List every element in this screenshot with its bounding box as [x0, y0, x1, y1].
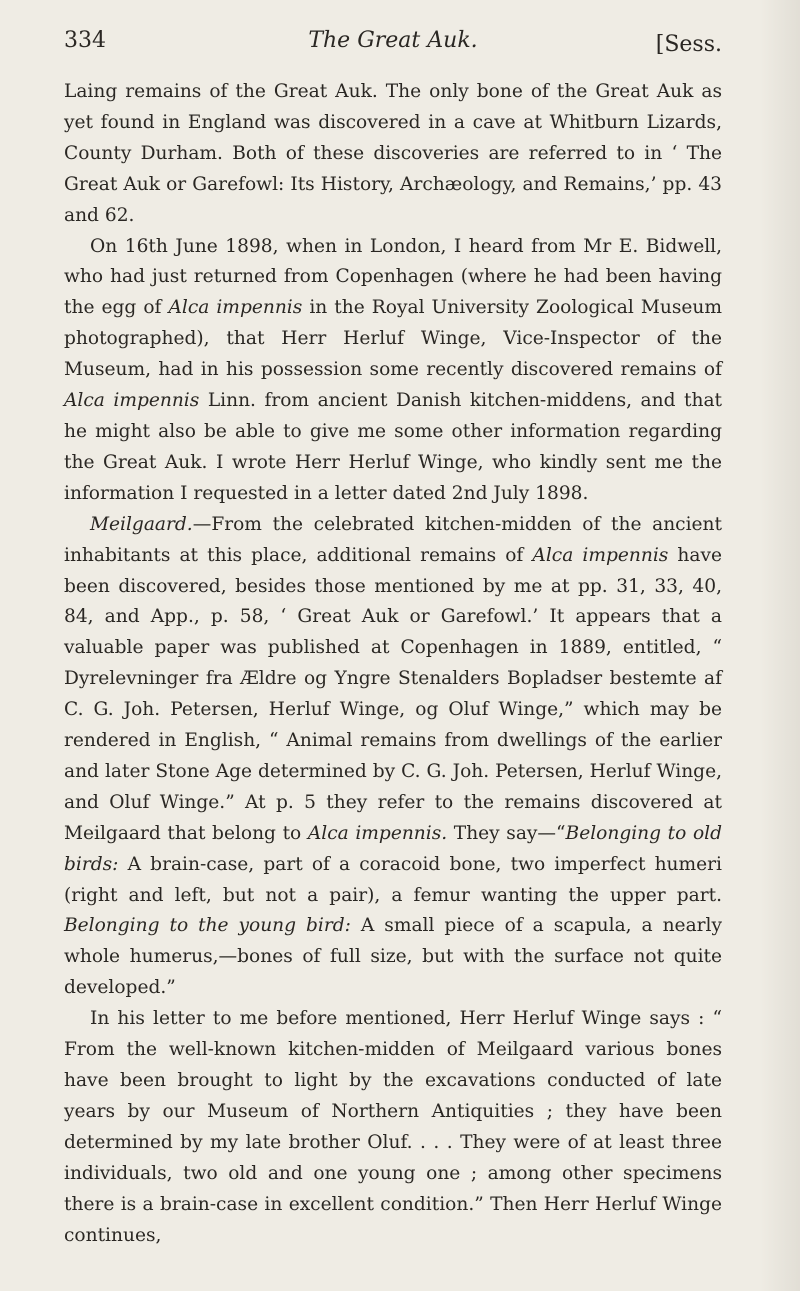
text-segment: A brain-case, part of a coracoid bone, two imperfect humeri (right and left, but not a pair), a femur wanting the upper part.	[64, 853, 722, 906]
italic-text-segment: Alca impennis	[64, 390, 200, 412]
text-segment: On 16th June 1898, when in London, I heard from Mr E. Bidwell, who had just returned from Copenhagen (where he had been having the egg of	[64, 235, 722, 319]
italic-text-segment: Meilgaard.	[90, 513, 193, 535]
text-segment: Linn. from ancient Danish kitchen-middens, and that he might also be able to give me some other information regarding the Great Auk. I wrote Herr Herluf Winge, who kindly sent me the information I requested in a letter dated 2nd July 1898.	[64, 390, 723, 504]
italic-text-segment: Alca impennis.	[307, 822, 448, 844]
paragraph-3	[64, 510, 722, 1005]
page-number: 334	[64, 28, 106, 53]
text-segment: have been discovered, besides those mentioned by me at pp. 31, 33, 40, 84, and App., p. 58, ‘ Great Auk or Garefowl.’ It appears that a valuable paper was published at Copenhagen in 1889, entitled, “ Dyrelevninger fra Ældre og Yngre Stenalders Bopladser bestemte af C. G. Joh. Petersen, Herluf Winge, og Oluf Winge,” which may be rendered in English, “ Animal remains from dwellings of the earlier and later Stone Age determined by C. G. Joh. Petersen, Herluf Winge, and Oluf Winge.” At p. 5 they refer to the remains discovered at Meilgaard that belong to	[64, 544, 722, 844]
text-segment: A small piece of a scapula, a nearly whole humerus,—bones of full size, but with the surface not quite developed.”	[64, 915, 722, 999]
italic-text-segment: Belonging to old birds:	[64, 822, 722, 875]
text-segment: Laing remains of the Great Auk. The only bone of the Great Auk as yet found in England was discovered in a cave at Whitburn Lizards, County Durham. Both of these discoveries are referred to in ‘ The Great Auk or Garefowl: Its History, Archæology, and Remains,’ pp. 43 and 62.	[64, 81, 722, 226]
paragraph-4	[64, 1004, 722, 1251]
italic-text-segment: Belonging to the young bird:	[64, 915, 351, 937]
running-title: The Great Auk.	[308, 28, 478, 53]
italic-text-segment: Alca impennis	[168, 297, 303, 319]
italic-text-segment: Alca impennis	[532, 544, 669, 566]
page-edge-shadow	[760, 0, 800, 1291]
page-header	[64, 20, 722, 60]
text-segment: in the Royal University Zoological Museum photographed), that Herr Herluf Winge, Vice-Inspector of the Museum, had in his possession some recently discovered remains of	[64, 297, 722, 381]
text-segment: In his letter to me before mentioned, Herr Herluf Winge says : “ From the well-known kitchen-midden of Meilgaard various bones have been brought to light by the excavations conducted of late years by our Museum of Northern Antiquities ; they have been determined by my late brother Oluf. . . . They were of at least three individuals, two old and one young one ; among other specimens there is a brain-case in excellent condition.” Then Herr Herluf Winge continues,	[64, 1008, 722, 1246]
session-marker: [Sess.	[655, 32, 722, 57]
text-segment: They say—“	[447, 822, 566, 844]
paragraph-1	[64, 77, 722, 232]
text-segment: —From the celebrated kitchen-midden of the ancient inhabitants at this place, additional remains of	[64, 513, 722, 566]
paragraph-2	[64, 232, 722, 510]
body-text	[64, 77, 722, 1251]
